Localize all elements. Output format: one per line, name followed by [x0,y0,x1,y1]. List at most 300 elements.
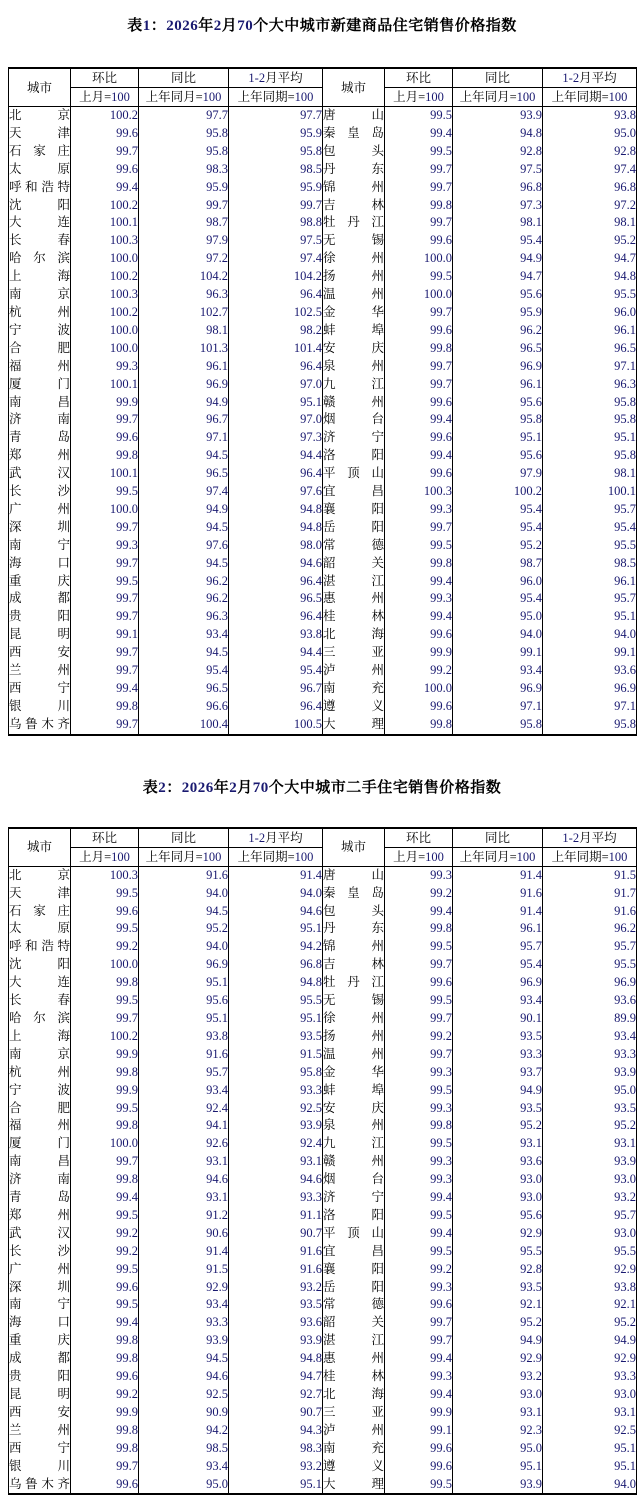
table-row [9,286,637,304]
mom-value-cell: 99.7 [71,662,139,680]
mom-value-cell: 99.2 [71,938,139,956]
avg-value-cell: 93.5 [543,1100,637,1118]
yoy-value-cell: 95.1 [453,429,543,447]
mom-value-cell: 99.6 [71,1476,139,1495]
yoy-value-cell: 95.6 [139,992,229,1010]
table-row [9,608,637,626]
city-cell: 长春 [9,992,71,1010]
city-cell: 武汉 [9,465,71,483]
city-cell: 太原 [9,920,71,938]
yoy-value-cell: 95.6 [453,286,543,304]
avg-value-cell: 97.1 [543,698,637,716]
city-cell: 长沙 [9,1243,71,1261]
avg-value-cell: 93.6 [543,662,637,680]
table-row [9,1100,637,1118]
table-row [9,716,637,735]
yoy-value-cell: 97.1 [139,429,229,447]
yoy-value-cell: 95.1 [139,974,229,992]
yoy-value-cell: 93.5 [453,1100,543,1118]
city-cell: 兰州 [9,662,71,680]
avg-value-cell: 93.3 [229,1189,323,1207]
mom-value-cell: 99.7 [71,608,139,626]
yoy-value-cell: 95.2 [139,920,229,938]
city-cell: 金华 [323,1064,385,1082]
mom-value-cell: 100.2 [71,1028,139,1046]
yoy-value-cell: 91.6 [453,885,543,903]
mom-value-cell: 99.6 [385,698,453,716]
yoy-value-cell: 93.9 [139,1332,229,1350]
table-row [9,125,637,143]
mom-value-cell: 99.7 [385,519,453,537]
table-row [9,358,637,376]
city-cell: 岳阳 [323,1279,385,1297]
table-row [9,626,637,644]
yoy-value-cell: 95.2 [453,1314,543,1332]
avg-value-cell: 95.5 [543,956,637,974]
avg-value-cell: 94.0 [229,885,323,903]
mom-value-cell: 99.3 [71,358,139,376]
mom-value-cell: 99.9 [71,1404,139,1422]
avg-value-cell: 91.4 [229,866,323,884]
avg-value-cell: 93.5 [229,1296,323,1314]
header-city-left: 城市 [9,68,71,107]
avg-value-cell: 94.0 [543,626,637,644]
table-row [9,304,637,322]
city-cell: 湛江 [323,573,385,591]
avg-value-cell: 92.1 [543,1296,637,1314]
yoy-value-cell: 95.6 [453,1207,543,1225]
mom-value-cell: 99.5 [71,992,139,1010]
yoy-value-cell: 92.9 [139,1279,229,1297]
city-cell: 金华 [323,304,385,322]
header-yoy-right: 同比 [453,828,543,848]
city-cell: 厦门 [9,1135,71,1153]
mom-value-cell: 99.3 [385,1368,453,1386]
yoy-value-cell: 94.5 [139,555,229,573]
mom-value-cell: 99.2 [385,1028,453,1046]
header-avg-left: 1-2月平均 [229,68,323,88]
table-row [9,232,637,250]
city-cell: 徐州 [323,250,385,268]
yoy-value-cell: 95.8 [139,125,229,143]
mom-value-cell: 100.1 [71,376,139,394]
yoy-value-cell: 96.5 [139,465,229,483]
yoy-value-cell: 95.4 [453,501,543,519]
city-cell: 泸州 [323,1422,385,1440]
mom-value-cell: 99.5 [385,268,453,286]
yoy-value-cell: 92.5 [139,1386,229,1404]
city-cell: 石家庄 [9,143,71,161]
city-cell: 昆明 [9,1386,71,1404]
yoy-value-cell: 100.2 [453,483,543,501]
yoy-value-cell: 95.8 [139,143,229,161]
table-row [9,974,637,992]
city-cell: 吉林 [323,956,385,974]
mom-value-cell: 99.8 [71,447,139,465]
yoy-value-cell: 98.5 [139,1440,229,1458]
table-row [9,1476,637,1495]
avg-value-cell: 104.2 [229,268,323,286]
city-cell: 平顶山 [323,465,385,483]
city-cell: 南宁 [9,537,71,555]
yoy-value-cell: 93.1 [453,1404,543,1422]
mom-value-cell: 99.3 [385,1153,453,1171]
table-row [9,1207,637,1225]
mom-value-cell: 99.8 [71,1440,139,1458]
mom-value-cell: 99.9 [385,644,453,662]
yoy-value-cell: 95.2 [453,537,543,555]
mom-value-cell: 99.8 [385,340,453,358]
avg-value-cell: 95.8 [543,447,637,465]
avg-value-cell: 98.0 [229,537,323,555]
mom-value-cell: 100.2 [71,107,139,125]
mom-value-cell: 99.8 [385,1117,453,1135]
city-cell: 吉林 [323,197,385,215]
table-row [9,107,637,125]
yoy-value-cell: 92.9 [453,1225,543,1243]
mom-value-cell: 100.3 [71,286,139,304]
city-cell: 唐山 [323,866,385,884]
city-cell: 沈阳 [9,197,71,215]
table-row [9,1314,637,1332]
avg-value-cell: 96.4 [229,573,323,591]
city-cell: 南充 [323,680,385,698]
mom-value-cell: 99.8 [385,716,453,735]
avg-value-cell: 100.1 [543,483,637,501]
mom-value-cell: 99.6 [385,1440,453,1458]
city-cell: 丹东 [323,920,385,938]
mom-value-cell: 100.1 [71,465,139,483]
mom-value-cell: 99.5 [385,1135,453,1153]
table-row [9,1296,637,1314]
avg-value-cell: 93.3 [229,1082,323,1100]
mom-value-cell: 99.8 [71,974,139,992]
header-avg-base-left: 上年同期=100 [229,847,323,866]
mom-value-cell: 99.8 [385,920,453,938]
city-cell: 贵阳 [9,608,71,626]
table-row [9,1046,637,1064]
mom-value-cell: 99.5 [385,537,453,555]
mom-value-cell: 99.2 [385,1261,453,1279]
mom-value-cell: 99.8 [71,1332,139,1350]
avg-value-cell: 97.1 [543,358,637,376]
mom-value-cell: 99.5 [385,1476,453,1495]
mom-value-cell: 99.4 [385,411,453,429]
avg-value-cell: 92.9 [543,1261,637,1279]
yoy-value-cell: 98.3 [139,161,229,179]
mom-value-cell: 99.5 [385,1082,453,1100]
city-cell: 南昌 [9,1153,71,1171]
yoy-value-cell: 100.4 [139,716,229,735]
avg-value-cell: 94.8 [229,1350,323,1368]
table-row [9,1368,637,1386]
yoy-value-cell: 90.9 [139,1404,229,1422]
mom-value-cell: 99.7 [71,716,139,735]
header-city-right: 城市 [323,68,385,107]
avg-value-cell: 95.8 [543,716,637,735]
avg-value-cell: 95.8 [229,1064,323,1082]
avg-value-cell: 93.9 [229,1332,323,1350]
yoy-value-cell: 95.0 [453,608,543,626]
header-mom-right: 环比 [385,828,453,848]
city-cell: 无锡 [323,232,385,250]
header-mom-base-right: 上月=100 [385,847,453,866]
avg-value-cell: 98.8 [229,214,323,232]
table2-secondhand-homes-price-index [8,827,637,1496]
mom-value-cell: 99.7 [71,411,139,429]
avg-value-cell: 92.7 [229,1386,323,1404]
table-row [9,885,637,903]
city-cell: 包头 [323,903,385,921]
table-row [9,1350,637,1368]
city-cell: 广州 [9,1261,71,1279]
city-cell: 泸州 [323,662,385,680]
city-cell: 成都 [9,590,71,608]
mom-value-cell: 100.0 [385,680,453,698]
table-row [9,866,637,884]
mom-value-cell: 99.7 [385,161,453,179]
city-cell: 郑州 [9,447,71,465]
city-cell: 烟台 [323,411,385,429]
city-cell: 哈尔滨 [9,1010,71,1028]
avg-value-cell: 92.5 [229,1100,323,1118]
city-cell: 合肥 [9,1100,71,1118]
city-cell: 牡丹江 [323,214,385,232]
city-cell: 石家庄 [9,903,71,921]
avg-value-cell: 93.2 [543,1189,637,1207]
mom-value-cell: 99.4 [71,1189,139,1207]
mom-value-cell: 99.4 [385,608,453,626]
avg-value-cell: 95.2 [543,232,637,250]
header-mom-left: 环比 [71,828,139,848]
mom-value-cell: 99.9 [71,1082,139,1100]
mom-value-cell: 99.8 [71,1422,139,1440]
avg-value-cell: 93.6 [543,992,637,1010]
yoy-value-cell: 94.5 [139,519,229,537]
table-row [9,1332,637,1350]
yoy-value-cell: 94.0 [139,938,229,956]
yoy-value-cell: 91.6 [139,1046,229,1064]
avg-value-cell: 96.0 [543,304,637,322]
mom-value-cell: 99.8 [71,1350,139,1368]
avg-value-cell: 98.1 [543,214,637,232]
yoy-value-cell: 95.4 [139,662,229,680]
header-avg-base-right: 上年同期=100 [543,88,637,107]
mom-value-cell: 99.2 [385,885,453,903]
yoy-value-cell: 93.4 [139,1296,229,1314]
mom-value-cell: 99.6 [71,429,139,447]
mom-value-cell: 99.7 [385,304,453,322]
city-cell: 北海 [323,626,385,644]
yoy-value-cell: 93.1 [139,1153,229,1171]
mom-value-cell: 99.6 [385,429,453,447]
avg-value-cell: 94.2 [229,938,323,956]
avg-value-cell: 97.0 [229,411,323,429]
yoy-value-cell: 95.6 [453,447,543,465]
yoy-value-cell: 95.2 [453,1117,543,1135]
mom-value-cell: 99.4 [385,447,453,465]
header-avg-base-right: 上年同期=100 [543,847,637,866]
city-cell: 乌鲁木齐 [9,716,71,735]
city-cell: 洛阳 [323,447,385,465]
header-yoy-left: 同比 [139,828,229,848]
header-city-right: 城市 [323,828,385,867]
city-cell: 厦门 [9,376,71,394]
city-cell: 扬州 [323,1028,385,1046]
yoy-value-cell: 93.7 [453,1064,543,1082]
yoy-value-cell: 96.9 [139,376,229,394]
mom-value-cell: 100.0 [385,286,453,304]
city-cell: 锦州 [323,179,385,197]
mom-value-cell: 99.2 [385,662,453,680]
yoy-value-cell: 95.4 [453,519,543,537]
yoy-value-cell: 93.2 [453,1368,543,1386]
avg-value-cell: 89.9 [543,1010,637,1028]
yoy-value-cell: 97.6 [139,537,229,555]
city-cell: 襄阳 [323,1261,385,1279]
yoy-value-cell: 96.8 [453,179,543,197]
mom-value-cell: 100.2 [71,304,139,322]
avg-value-cell: 100.5 [229,716,323,735]
mom-value-cell: 99.6 [385,232,453,250]
avg-value-cell: 91.1 [229,1207,323,1225]
avg-value-cell: 95.5 [543,537,637,555]
yoy-value-cell: 92.8 [453,1261,543,1279]
yoy-value-cell: 97.1 [453,698,543,716]
mom-value-cell: 99.5 [385,1243,453,1261]
mom-value-cell: 100.0 [71,956,139,974]
city-cell: 九江 [323,1135,385,1153]
mom-value-cell: 99.8 [385,197,453,215]
avg-value-cell: 92.5 [543,1422,637,1440]
city-cell: 温州 [323,1046,385,1064]
yoy-value-cell: 98.1 [139,322,229,340]
mom-value-cell: 99.8 [71,1064,139,1082]
city-cell: 广州 [9,501,71,519]
mom-value-cell: 99.5 [71,573,139,591]
city-cell: 平顶山 [323,1225,385,1243]
avg-value-cell: 95.7 [543,501,637,519]
mom-value-cell: 99.5 [71,1261,139,1279]
avg-value-cell: 92.9 [543,1350,637,1368]
table-row [9,1279,637,1297]
table-row [9,1422,637,1440]
city-cell: 济南 [9,1171,71,1189]
mom-value-cell: 99.4 [385,1386,453,1404]
header-avg-right: 1-2月平均 [543,828,637,848]
avg-value-cell: 95.1 [543,1440,637,1458]
mom-value-cell: 99.5 [71,1100,139,1118]
yoy-value-cell: 96.2 [139,573,229,591]
city-cell: 大理 [323,716,385,735]
city-cell: 深圳 [9,519,71,537]
avg-value-cell: 94.0 [543,1476,637,1495]
yoy-value-cell: 91.4 [453,866,543,884]
yoy-value-cell: 93.9 [453,107,543,125]
city-cell: 无锡 [323,992,385,1010]
mom-value-cell: 99.6 [385,974,453,992]
mom-value-cell: 99.9 [385,1404,453,1422]
yoy-value-cell: 101.3 [139,340,229,358]
mom-value-cell: 99.3 [385,590,453,608]
header-mom-base-right: 上月=100 [385,88,453,107]
avg-value-cell: 96.9 [543,974,637,992]
yoy-value-cell: 94.0 [453,626,543,644]
avg-value-cell: 97.4 [543,161,637,179]
table-row [9,1261,637,1279]
city-cell: 常德 [323,537,385,555]
city-cell: 惠州 [323,590,385,608]
avg-value-cell: 91.6 [229,1243,323,1261]
yoy-value-cell: 96.1 [139,358,229,376]
avg-value-cell: 91.6 [543,903,637,921]
avg-value-cell: 94.7 [229,1368,323,1386]
table-row [9,322,637,340]
mom-value-cell: 99.5 [71,1207,139,1225]
mom-value-cell: 100.0 [71,340,139,358]
avg-value-cell: 93.4 [543,1028,637,1046]
yoy-value-cell: 95.0 [139,1476,229,1495]
city-cell: 上海 [9,268,71,286]
yoy-value-cell: 94.7 [453,268,543,286]
city-cell: 三亚 [323,1404,385,1422]
yoy-value-cell: 94.9 [453,250,543,268]
mom-value-cell: 99.1 [385,1422,453,1440]
avg-value-cell: 93.1 [543,1135,637,1153]
avg-value-cell: 96.4 [229,286,323,304]
city-cell: 合肥 [9,340,71,358]
avg-value-cell: 95.4 [543,519,637,537]
city-cell: 银川 [9,698,71,716]
avg-value-cell: 90.7 [229,1404,323,1422]
city-cell: 大理 [323,1476,385,1495]
city-cell: 长春 [9,232,71,250]
avg-value-cell: 96.3 [543,376,637,394]
city-cell: 海口 [9,1314,71,1332]
mom-value-cell: 99.4 [385,573,453,591]
mom-value-cell: 99.3 [385,1100,453,1118]
city-cell: 大连 [9,974,71,992]
mom-value-cell: 100.0 [385,250,453,268]
table-row [9,1153,637,1171]
avg-value-cell: 93.3 [543,1368,637,1386]
city-cell: 赣州 [323,394,385,412]
yoy-value-cell: 97.3 [453,197,543,215]
table-row [9,680,637,698]
mom-value-cell: 99.7 [385,214,453,232]
avg-value-cell: 93.2 [229,1458,323,1476]
yoy-value-cell: 102.7 [139,304,229,322]
city-cell: 青岛 [9,429,71,447]
avg-value-cell: 95.0 [543,1082,637,1100]
city-cell: 长沙 [9,483,71,501]
mom-value-cell: 99.4 [71,680,139,698]
table-row [9,1135,637,1153]
avg-value-cell: 95.7 [543,1207,637,1225]
table-row [9,143,637,161]
avg-value-cell: 96.7 [229,680,323,698]
yoy-value-cell: 91.4 [139,1243,229,1261]
yoy-value-cell: 96.9 [453,680,543,698]
mom-value-cell: 99.6 [71,125,139,143]
city-cell: 蚌埠 [323,1082,385,1100]
city-cell: 上海 [9,1028,71,1046]
mom-value-cell: 99.2 [71,1386,139,1404]
yoy-value-cell: 92.3 [453,1422,543,1440]
header-yoy-right: 同比 [453,68,543,88]
mom-value-cell: 99.7 [71,1153,139,1171]
yoy-value-cell: 94.5 [139,644,229,662]
